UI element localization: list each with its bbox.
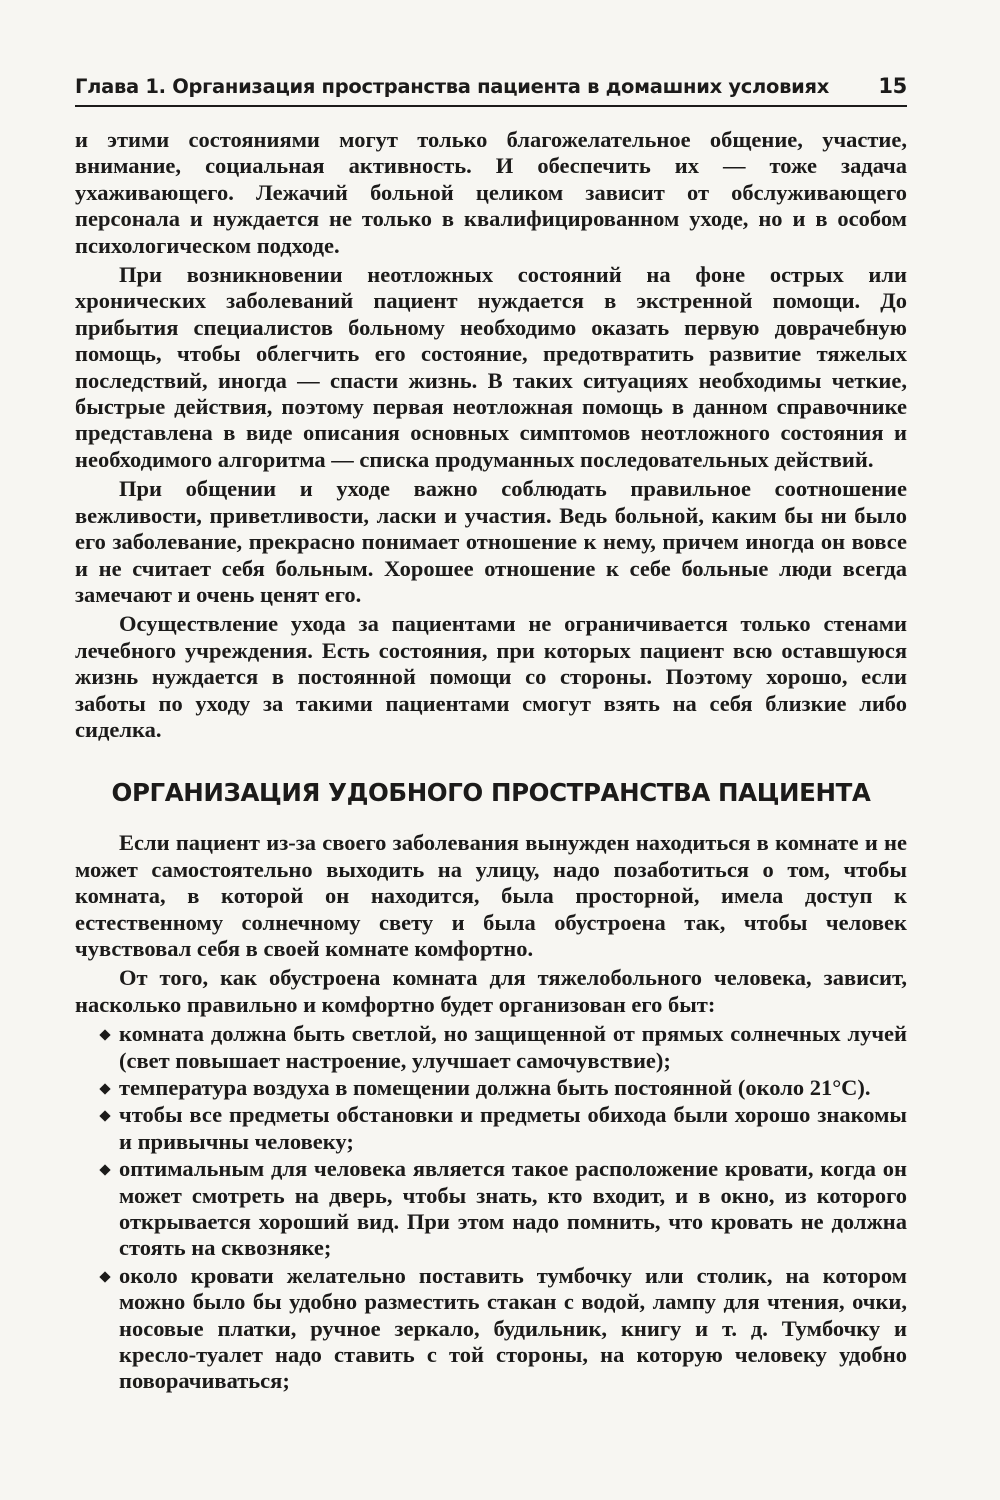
running-header (75, 72, 907, 107)
diamond-bullet-icon (99, 1030, 110, 1041)
paragraph: При возникновении неотложных состояний на фоне острых или хронических заболеваний пациент нуждается в экстренной помощи. До прибытия специалистов больному необходимо оказать первую доврачебную помощь, чтобы облегчить его состояние, предотвратить развитие тяжелых последствий, иногда — спасти жизнь. В таких ситуациях необходимы четкие, быстрые действия, поэтому первая неотложная помощь в данном справочнике представлена в виде описания основных симптомов неотложного состояния и необходимого алгоритма — списка продуманных последовательных действий. (75, 262, 907, 472)
bullet-list (75, 1021, 907, 1395)
list-item-text: температура воздуха в помещении должна быть постоянной (около 21°С). (119, 1075, 871, 1100)
paragraph: и этими состояниями могут только благожелательное общение, участие, внимание, социальная активность. И обеспечить их — тоже задача ухаживающего. Лежачий больной целиком зависит от обслуживающего персонала и нуждается не только в квалифицированном уходе, но и в особом психологическом подходе. (75, 127, 907, 258)
list-item (75, 1156, 907, 1262)
diamond-bullet-icon (99, 1083, 110, 1094)
list-item (75, 1021, 907, 1074)
list-item (75, 1075, 907, 1101)
paragraph: При общении и уходе важно соблюдать правильное соотношение вежливости, приветливости, ласки и участия. Ведь больной, каким бы ни было его заболевание, прекрасно понимает отношение к нему, причем иногда он вовсе и не считает себя больным. Хорошее отношение к себе больные люди всегда замечают и очень ценят его. (75, 476, 907, 607)
list-item-text: около кровати желательно поставить тумбочку или столик, на котором можно было бы удобно разместить стакан с водой, лампу для чтения, очки, носовые платки, ручное зеркало, будильник, книгу и т. д. Тумбочку и кресло-туалет надо ставить с той стороны, на которую человеку удобно поворачиваться; (119, 1262, 907, 1394)
paragraph: От того, как обустроена комната для тяжелобольного человека, зависит, насколько правильно и комфортно будет организован его быт: (75, 965, 907, 1017)
list-item (75, 1102, 907, 1155)
section-heading: ОРГАНИЗАЦИЯ УДОБНОГО ПРОСТРАНСТВА ПАЦИЕНТА (111, 778, 871, 808)
list-item-text: чтобы все предметы обстановки и предметы обихода были хорошо знакомы и привычны человеку; (119, 1102, 907, 1154)
list-item (75, 1263, 907, 1395)
diamond-bullet-icon (99, 1271, 110, 1282)
book-page (75, 72, 907, 1396)
chapter-title: Глава 1. Организация пространства пациента в домашних условиях (75, 75, 830, 98)
paragraph: Если пациент из-за своего заболевания вынужден находиться в комнате и не может самостоятельно выходить на улицу, надо позаботиться о том, чтобы комната, в которой он находится, была просторной, имела доступ к естественному солнечному свету и была обустроена так, чтобы человек чувствовал себя в своей комнате комфортно. (75, 830, 907, 961)
diamond-bullet-icon (99, 1165, 110, 1176)
paragraph: Осуществление ухода за пациентами не ограничивается только стенами лечебного учреждения. Есть состояния, при которых пациент всю оставшуюся жизнь нуждается в постоянной помощи со стороны. Поэтому хорошо, если заботы по уходу за такими пациентами смогут взять на себя близкие либо сиделка. (75, 611, 907, 742)
page-number: 15 (878, 74, 907, 98)
diamond-bullet-icon (99, 1111, 110, 1122)
page-body (75, 127, 907, 1395)
list-item-text: оптимальным для человека является такое расположение кровати, когда он может смотреть на дверь, чтобы знать, кто входит, и в окно, из которого открывается хороший вид. При этом надо помнить, что кровать не должна стоять на сквозняке; (119, 1156, 907, 1261)
list-item-text: комната должна быть светлой, но защищенной от прямых солнечных лучей (свет повышает настроение, улучшает самочувствие); (119, 1021, 907, 1073)
